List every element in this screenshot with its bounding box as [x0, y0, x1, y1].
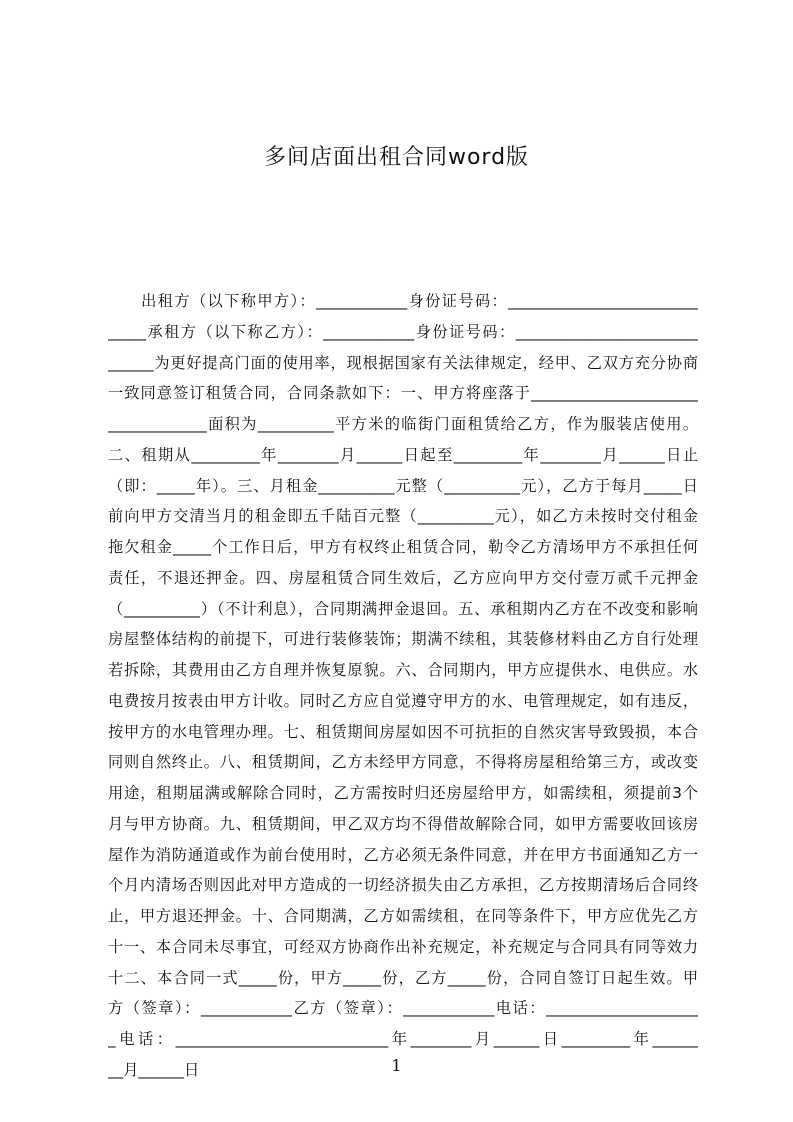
body-line: （即：_____年）。三、月租金__________元整（__________元），乙方于每月_____日 [108, 476, 698, 495]
body-line: 个月内清场否则因此对甲方造成的一切经济损失由乙方承担，乙方按期清场后合同终 [108, 876, 698, 895]
page-number: 1 [391, 1056, 402, 1075]
body-line: 止，甲方退还押金。十、合同期满，乙方如需续租，在同等条件下，甲方应优先乙方 [108, 907, 698, 925]
document-title: 多间店面出租合同word版 [263, 145, 530, 170]
body-line: 拖欠租金_____个工作日后，甲方有权终止租赁合同，勒令乙方清场甲方不承担任何 [108, 538, 698, 556]
body-line: 同则自然终止。八、租赁期间，乙方未经甲方同意，不得将房屋租给第三方，或改变 [108, 753, 698, 772]
body-line: 出租方（以下称甲方）：____________身份证号码：_________________________ [108, 292, 698, 310]
body-line: __月______日 [108, 1060, 200, 1079]
body-line: 责任，不退还押金。四、房屋租赁合同生效后，乙方应向甲方交付壹万贰千元押金 [108, 568, 698, 587]
body-line: 二、租期从_________年________月______日起至_________年________月______日止 [108, 445, 698, 464]
body-line: 屋作为消防通道或作为前台使用时，乙方必须无条件同意，并在甲方书面通知乙方一 [108, 845, 698, 864]
body-line: 若拆除，其费用由乙方自理并恢复原貌。六、合同期内，甲方应提供水、电供应。水 [108, 661, 698, 679]
body-line: 用途，租期届满或解除合同时，乙方需按时归还房屋给甲方，如需续租，须提前3个 [108, 784, 698, 802]
body-line: 前向甲方交清当月的租金即五千陆百元整（__________元），如乙方未按时交付租金 [108, 507, 698, 526]
body-line: 十二、本合同一式_____份，甲方_____份，乙方_____份，合同自签订日起生效。甲 [108, 968, 698, 987]
body-line: ______为更好提高门面的使用率，现根据国家有关法律规定，经甲、乙双方充分协商 [108, 353, 698, 372]
body-line: _____承租方（以下称乙方）：____________身份证号码：________________________ [108, 322, 698, 341]
body-line: _____________面积为__________平方米的临街门面租赁给乙方，作为服装店使用。 [108, 415, 698, 433]
body-line: _电话：____________________________年________月______日_________年______ [108, 1030, 698, 1048]
body-line: 方（签章）：____________乙方（签章）：____________电话：____________________ [108, 999, 698, 1018]
body-line: 月与甲方协商。九、租赁期间，甲乙双方均不得借故解除合同，如甲方需要收回该房 [108, 814, 698, 833]
body-line: 电费按月按表由甲方计收。同时乙方应自觉遵守甲方的水、电管理规定，如有违反， [108, 691, 698, 710]
body-line: 按甲方的水电管理办理。七、租赁期间房屋如因不可抗拒的自然灾害导致毁损，本合 [108, 722, 698, 741]
contract-body [108, 286, 698, 1086]
body-line: 房屋整体结构的前提下，可进行装修装饰；期满不续租，其装修材料由乙方自行处理 [108, 630, 698, 649]
body-line: （__________）（不计利息），合同期满押金退回。五、承租期内乙方在不改变和影响 [108, 599, 698, 618]
body-line: 一致同意签订租赁合同，合同条款如下：一、甲方将座落于______________________ [108, 384, 698, 403]
body-line: 十一、本合同未尽事宜，可经双方协商作出补充规定，补充规定与合同具有同等效力 [108, 937, 698, 956]
